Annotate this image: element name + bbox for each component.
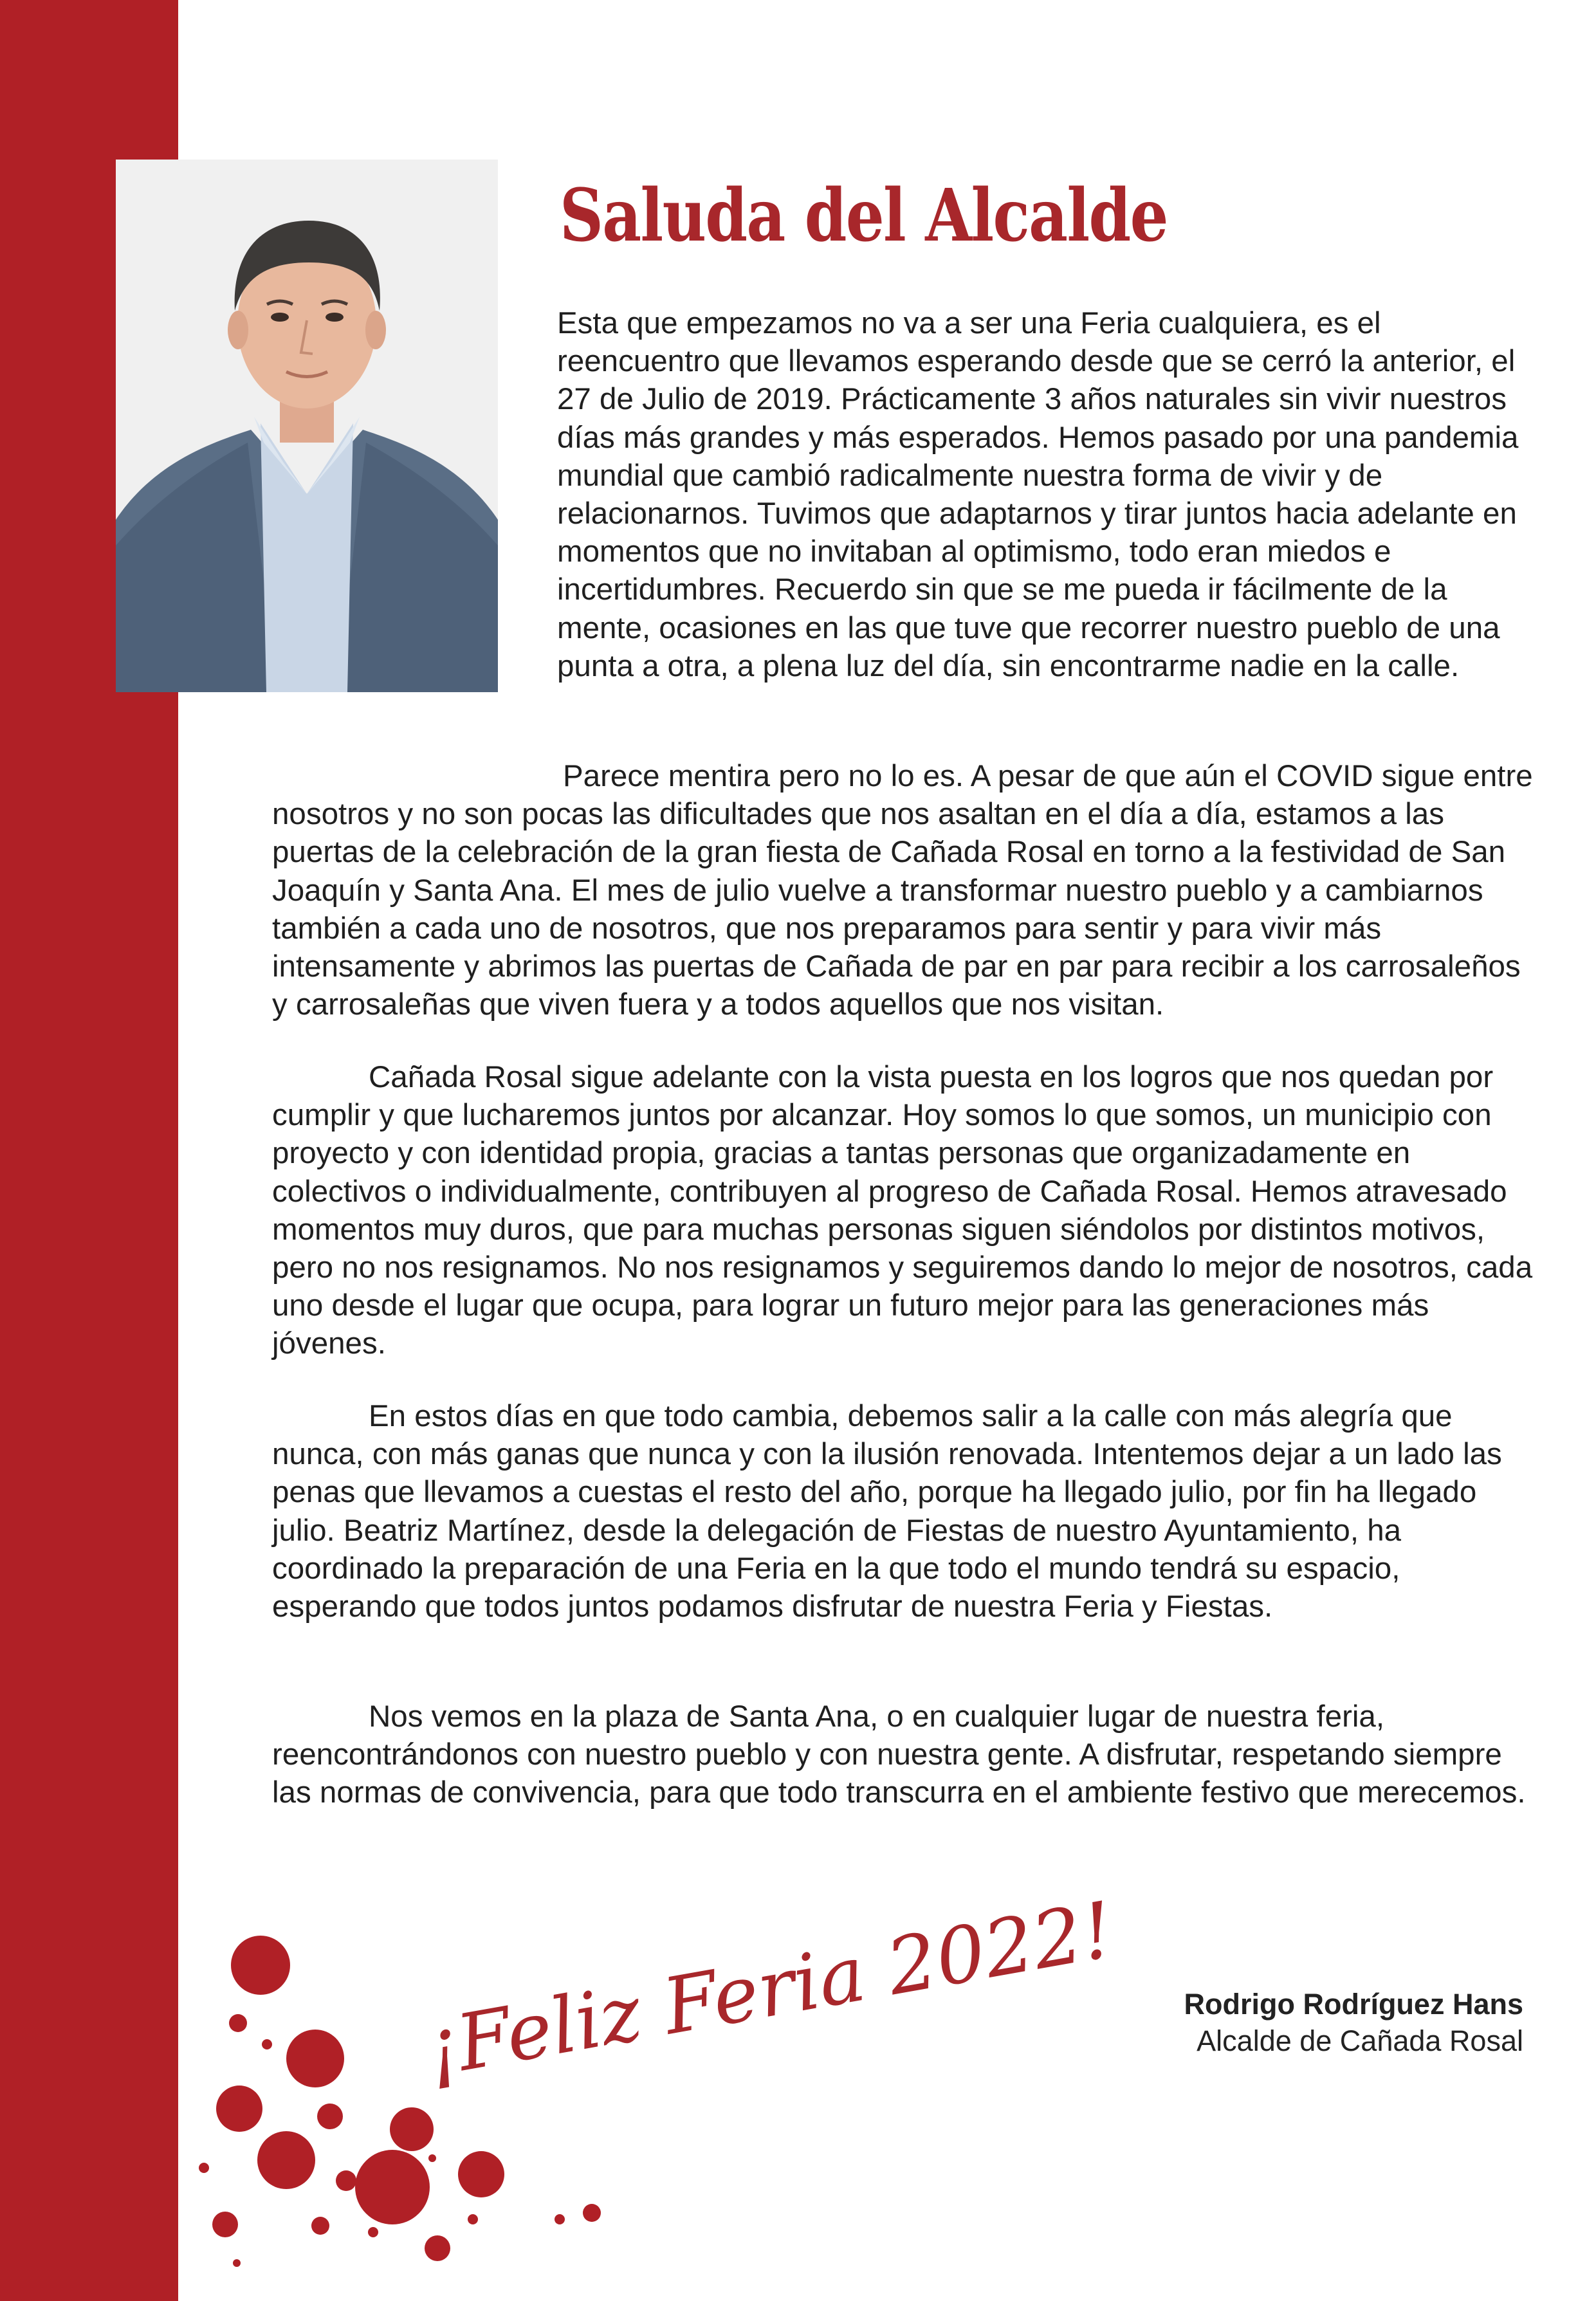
- feliz-feria-greeting: [412, 1885, 1121, 2095]
- signature-role: Alcalde de Cañada Rosal: [1197, 2024, 1523, 2057]
- signature-name: Rodrigo Rodríguez Hans: [1184, 1988, 1523, 2021]
- paragraph-2: Parece mentira pero no lo es. A pesar de que aún el COVID sigue entre nosotros y no son pocas las dificultades que nos asaltan en el día a día, estamos a las puertas de la celebración de la gran fiesta de Cañada Rosal en torno a la festividad de San Joaquín y Santa Ana. El mes de julio vuelve a transformar nuestro pueblo y a cambiarnos también a cada uno de nosotros, que nos preparamos para sentir y para vivir más intensamente y abrimos las puertas de Cañada de par en par para recibir a los carrosaleños y carrosaleñas que viven fuera y a todos aquellos que nos visitan.: [272, 759, 1533, 1022]
- page-title: Saluda del Alcalde: [560, 174, 1168, 258]
- paragraph-5: Nos vemos en la plaza de Santa Ana, o en cualquier lugar de nuestra feria, reencontrándonos con nuestro pueblo y con nuestra gente. A disfrutar, respetando siempre las normas de convivencia, para que todo transcurra en el ambiente festivo que merecemos.: [272, 1700, 1526, 1810]
- mayor-portrait-photo: [116, 160, 498, 692]
- paragraph-3: Cañada Rosal sigue adelante con la vista puesta en los logros que nos quedan por cumplir y que lucharemos juntos por alcanzar. Hoy somos lo que somos, un municipio con proyecto y con identidad propia, gracias a tantas personas que organizadamente en colectivos o individualmente, contribuyen al progreso de Cañada Rosal. Hemos atravesado momentos muy duros, que para muchas personas siguen siéndolos por distintos motivos, pero no nos resignamos. No nos resignamos y seguiremos dando lo mejor de nosotros, cada uno desde el lugar que ocupa, para lograr un futuro mejor para las generaciones más jóvenes.: [272, 1060, 1533, 1361]
- paragraph-1: Esta que empezamos no va a ser una Feria cualquiera, es el reencuentro que llevamos esperando desde que se cerró la anterior, el 27 de Julio de 2019. Prácticamente 3 años naturales sin vivir nuestros días más grandes y más esperados. Hemos pasado por una pandemia mundial que cambió radicalmente nuestra forma de vivir y de relacionarnos. Tuvimos que adaptarnos y tirar juntos hacia adelante en momentos que no invitaban al optimismo, todo eran miedos e incertidumbres. Recuerdo sin que se me pueda ir fácilmente de la mente, ocasiones en las que tuve que recorrer nuestro pueblo de una punta a otra, a plena luz del día, sin encontrarme nadie en la calle.: [557, 306, 1519, 683]
- signature-block: [1184, 1986, 1524, 2059]
- greeting-text: ¡Feliz Feria 2022!: [419, 1885, 1121, 2095]
- paragraph-4: En estos días en que todo cambia, debemos salir a la calle con más alegría que nunca, con más ganas que nunca y con la ilusión renovada. Intentemos dejar a un lado las penas que llevamos a cuestas el resto del año, porque ha llegado julio, por fin ha llegado julio. Beatriz Martínez, desde la delegación de Fiestas de nuestro Ayuntamiento, ha coordinado la preparación de una Feria en la que todo el mundo tendrá su espacio, esperando que todos juntos podamos disfrutar de nuestra Feria y Fiestas.: [272, 1399, 1502, 1624]
